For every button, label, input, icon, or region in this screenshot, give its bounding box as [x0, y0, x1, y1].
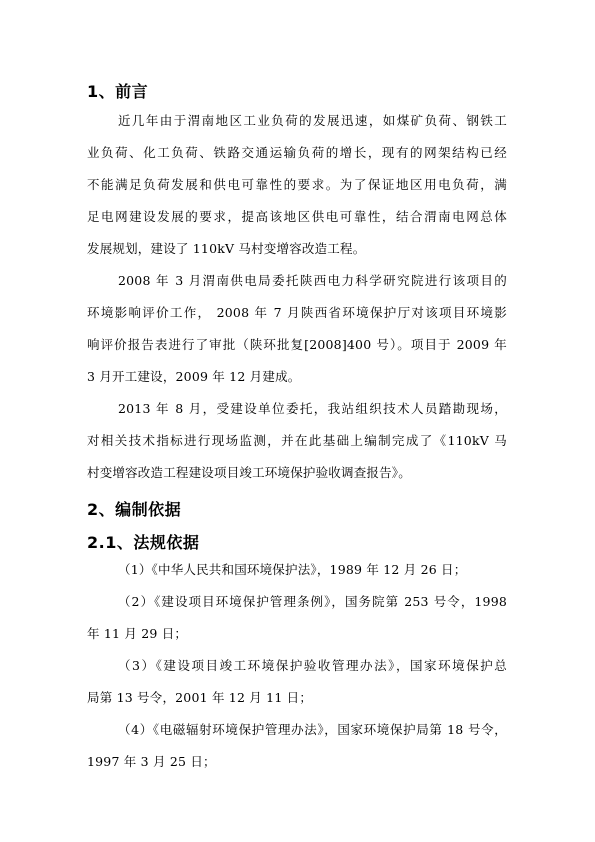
reg-item-3-line-1: （3）《建设项目竣工环境保护验收管理办法》，国家环境保护总 — [118, 658, 507, 673]
p2-line-4: 3 月开工建设，2009 年 12 月建成。 — [87, 369, 301, 384]
heading-basis: 2、编制依据 — [87, 500, 182, 519]
heading-regulations: 2.1、法规依据 — [87, 533, 200, 552]
reg-item-2-line-1: （2）《建设项目环境保护管理条例》，国务院第 253 号令，1998 — [118, 594, 507, 609]
p1-line-5: 发展规划，建设了 110kV 马村变增容改造工程。 — [87, 241, 366, 256]
reg-item-3-line-2: 局第 13 号令，2001 年 12 月 11 日； — [87, 690, 313, 705]
p3-line-1: 2013 年 8 月，受建设单位委托，我站组织技术人员踏勘现场， — [118, 401, 507, 416]
reg-item-2-line-2: 年 11 月 29 日； — [87, 626, 188, 641]
reg-item-4-line-1: （4）《电磁辐射环境保护管理办法》，国家环境保护局第 18 号令， — [118, 722, 507, 737]
p1-line-1: 近几年由于渭南地区工业负荷的发展迅速，如煤矿负荷、钢铁工 — [118, 113, 507, 128]
p1-line-4: 足电网建设发展的要求，提高该地区供电可靠性，结合渭南电网总体 — [87, 209, 507, 224]
reg-item-4-line-2: 1997 年 3 月 25 日； — [87, 754, 216, 769]
reg-item-1: （1）《中华人民共和国环境保护法》，1989 年 12 月 26 日； — [118, 562, 467, 577]
p2-line-2: 环境影响评价工作， 2008 年 7 月陕西省环境保护厅对该项目环境影 — [87, 305, 507, 320]
p3-line-2: 对相关技术指标进行现场监测，并在此基础上编制完成了《110kV 马 — [87, 433, 507, 448]
p2-line-1: 2008 年 3 月渭南供电局委托陕西电力科学研究院进行该项目的 — [118, 273, 507, 288]
p1-line-2: 业负荷、化工负荷、铁路交通运输负荷的增长，现有的网架结构已经 — [87, 145, 507, 160]
heading-preface: 1、前言 — [87, 82, 149, 101]
p1-line-3: 不能满足负荷发展和供电可靠性的要求。为了保证地区用电负荷，满 — [87, 177, 507, 192]
p2-line-3: 响评价报告表进行了审批（陕环批复[2008]400 号）。项目于 2009 年 — [87, 337, 507, 352]
p3-line-3: 村变增容改造工程建设项目竣工环境保护验收调查报告》。 — [87, 465, 411, 480]
